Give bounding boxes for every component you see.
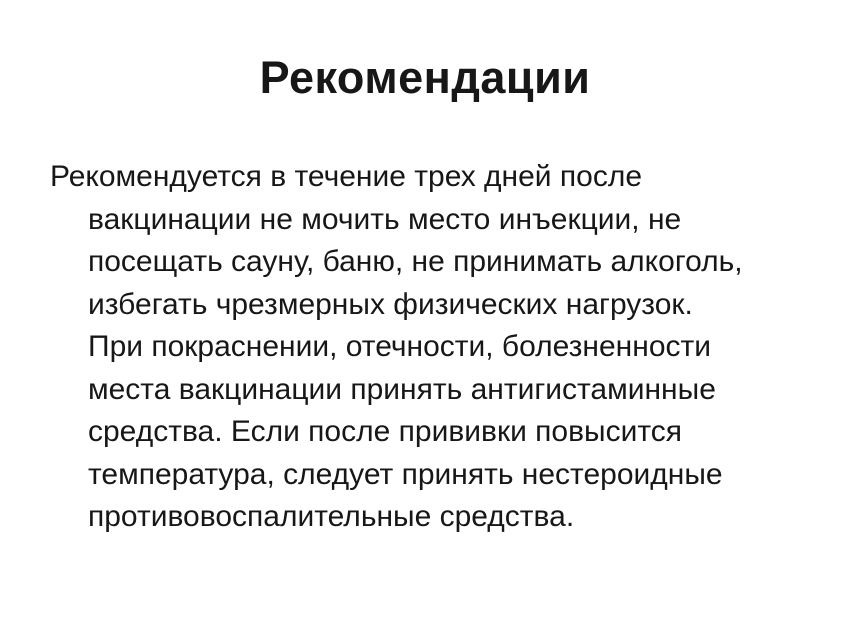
body-line: посещать сауну, баню, не принимать алкоголь, xyxy=(88,245,743,278)
body-line: места вакцинации принять антигистаминные xyxy=(88,372,716,406)
body-line: противовоспалительные средства. xyxy=(88,500,575,533)
body-text xyxy=(0,156,850,539)
body-line: При покраснении, отечности, болезненности xyxy=(88,330,711,363)
body-line: средства. Если после прививки повысится xyxy=(88,415,683,448)
body-line: температура, следует принять нестероидные xyxy=(88,457,723,491)
body-line: вакцинации не мочить место инъекции, не xyxy=(88,202,682,236)
slide-title: Рекомендации xyxy=(259,52,591,103)
body-line: избегать чрезмерных физических нагрузок. xyxy=(88,287,693,321)
body-line: Рекомендуется в течение трех дней после xyxy=(50,160,643,193)
